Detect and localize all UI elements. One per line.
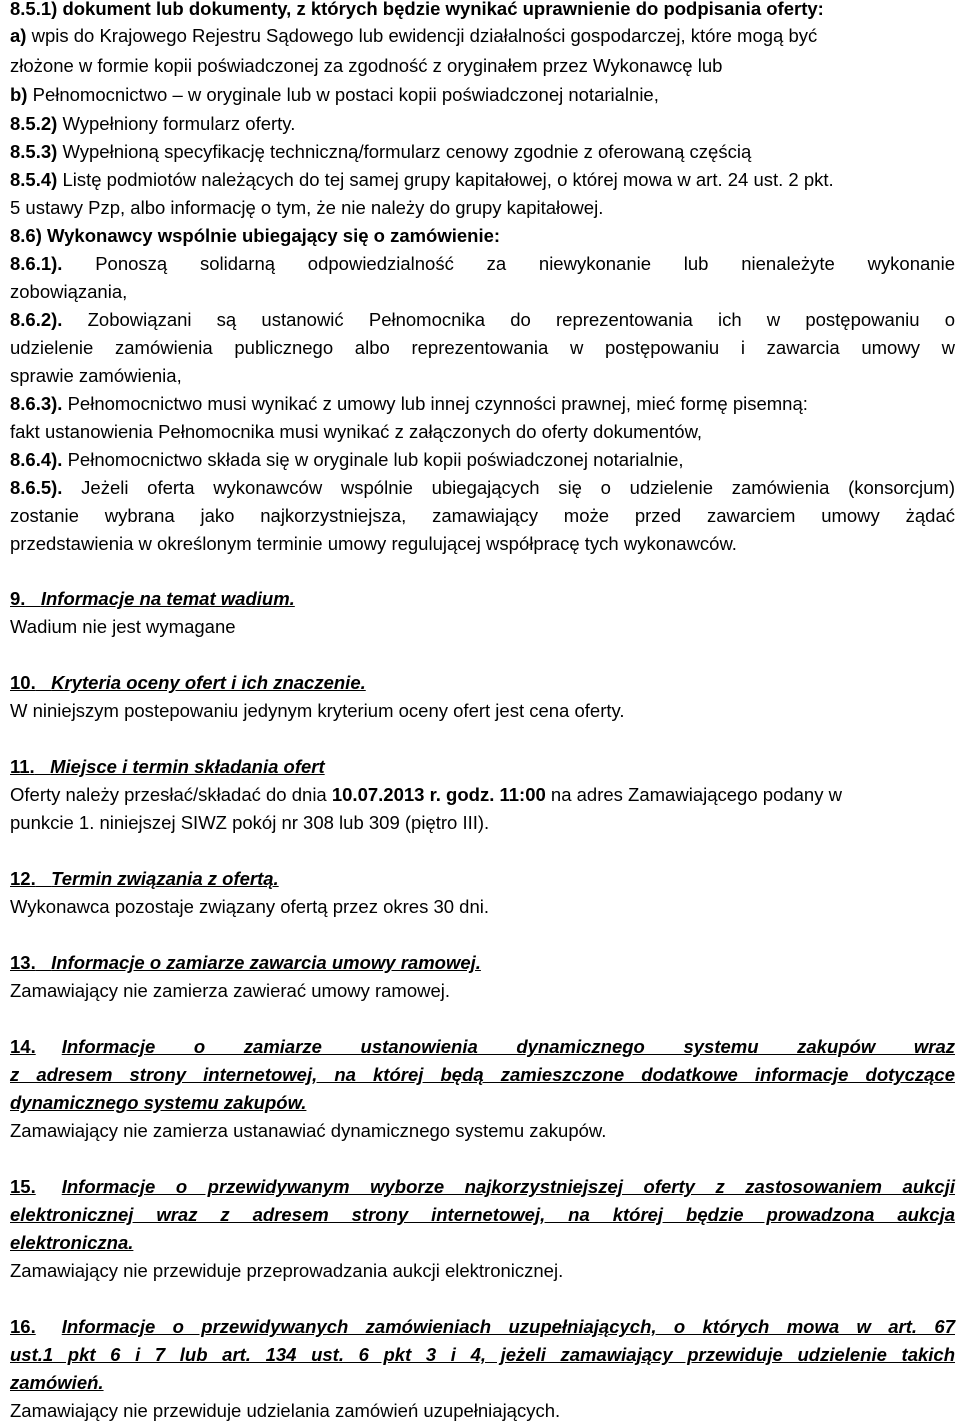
- s85-line-8: 5 ustawy Pzp, albo informację o tym, że nie należy do grupy kapitałowej.: [10, 197, 604, 218]
- s15-body: Zamawiający nie przewiduje przeprowadzania aukcji elektronicznej.: [10, 1260, 564, 1281]
- s14-heading-line-1: 14. Informacje o zamiarze ustanowienia dynamicznego systemu zakupów wraz: [10, 1036, 955, 1057]
- s11-body-line-1: Oferty należy przesłać/składać do dnia 10.07.2013 r. godz. 11:00 na adres Zamawiającego podany w: [10, 784, 842, 805]
- s16-body: Zamawiający nie przewiduje udzielania zamówień uzupełniających.: [10, 1400, 561, 1421]
- s86-p3-line-2: fakt ustanowienia Pełnomocnika musi wynikać z załączonych do oferty dokumentów,: [10, 421, 703, 442]
- s85-line-7: 8.5.4) Listę podmiotów należących do tej samej grupy kapitałowej, o której mowa w art. 24 ust. 2 pkt.: [10, 169, 834, 190]
- s85-line-5: 8.5.2) Wypełniony formularz oferty.: [10, 113, 296, 134]
- s11-heading: 11. Miejsce i termin składania ofert: [10, 756, 325, 777]
- s14-body: Zamawiający nie zamierza ustanawiać dynamicznego systemu zakupów.: [10, 1120, 607, 1141]
- s16-heading-line-2: ust.1 pkt 6 i 7 lub art. 134 ust. 6 pkt 3 i 4, jeżeli zamawiający przewiduje udzielenie takich: [10, 1344, 955, 1365]
- s86-p1-line-2: zobowiązania,: [10, 281, 128, 302]
- s14-heading-line-3: dynamicznego systemu zakupów.: [10, 1092, 307, 1113]
- s11-body-line-2: punkcie 1. niniejszej SIWZ pokój nr 308 lub 309 (piętro III).: [10, 812, 490, 833]
- s86-title: 8.6) Wykonawcy wspólnie ubiegający się o zamówienie:: [10, 225, 501, 246]
- s12-heading: 12. Termin związania z ofertą.: [10, 868, 279, 889]
- s15-heading-line-3: elektroniczna.: [10, 1232, 134, 1253]
- s12-body: Wykonawca pozostaje związany ofertą przez okres 30 dni.: [10, 896, 490, 917]
- s13-heading: 13. Informacje o zamiarze zawarcia umowy ramowej.: [10, 952, 481, 973]
- s9-heading: 9. Informacje na temat wadium.: [10, 588, 295, 609]
- s85-line-3: złożone w formie kopii poświadczonej za zgodność z oryginałem przez Wykonawcę lub: [10, 55, 723, 76]
- s86-p5-line-1: 8.6.5). Jeżeli oferta wykonawców wspólnie ubiegających się o udzielenie zamówienia (konsorcjum): [10, 477, 955, 498]
- s85-line-4: b) Pełnomocnictwo – w oryginale lub w postaci kopii poświadczonej notarialnie,: [10, 84, 659, 105]
- s86-p2-line-1: 8.6.2). Zobowiązani są ustanowić Pełnomocnika do reprezentowania ich w postępowaniu o: [10, 309, 955, 330]
- s86-p2-line-2: udzielenie zamówienia publicznego albo reprezentowania w postępowaniu i zawarcia umowy w: [10, 337, 955, 358]
- s86-p5-line-3: przedstawienia w określonym terminie umowy regulującej współpracę tych wykonawców.: [10, 533, 737, 554]
- s9-body: Wadium nie jest wymagane: [10, 616, 236, 637]
- s15-heading-line-1: 15. Informacje o przewidywanym wyborze najkorzystniejszej oferty z zastosowaniem aukcji: [10, 1176, 955, 1197]
- s86-p1-line-1: 8.6.1). Ponoszą solidarną odpowiedzialność za niewykonanie lub nienależyte wykonanie: [10, 253, 955, 274]
- s10-body: W niniejszym postepowaniu jedynym kryterium oceny ofert jest cena oferty.: [10, 700, 625, 721]
- s86-p3-line-1: 8.6.3). Pełnomocnictwo musi wynikać z umowy lub innej czynności prawnej, mieć formę pisemną:: [10, 393, 808, 414]
- s86-p5-line-2: zostanie wybrana jako najkorzystniejsza, zamawiający może przed zawarciem umowy żądać: [10, 505, 955, 526]
- s16-heading-line-1: 16. Informacje o przewidywanych zamówieniach uzupełniających, o których mowa w art. 67: [10, 1316, 955, 1337]
- s85-line-1: 8.5.1) dokument lub dokumenty, z których będzie wynikać uprawnienie do podpisania oferty:: [10, 0, 824, 19]
- s15-heading-line-2: elektronicznej wraz z adresem strony internetowej, na której będzie prowadzona aukcja: [10, 1204, 955, 1225]
- s86-p4-line-1: 8.6.4). Pełnomocnictwo składa się w oryginale lub kopii poświadczonej notarialnie,: [10, 449, 684, 470]
- s10-heading: 10. Kryteria oceny ofert i ich znaczenie.: [10, 672, 366, 693]
- s86-p2-line-3: sprawie zamówienia,: [10, 365, 182, 386]
- s16-heading-line-3: zamówień.: [10, 1372, 104, 1393]
- s13-body: Zamawiający nie zamierza zawierać umowy ramowej.: [10, 980, 451, 1001]
- s14-heading-line-2: z adresem strony internetowej, na której będą zamieszczone dodatkowe informacje dotyczące: [10, 1064, 955, 1085]
- s85-line-6: 8.5.3) Wypełnioną specyfikację techniczną/formularz cenowy zgodnie z oferowaną częścią: [10, 141, 752, 162]
- s85-line-2: a) wpis do Krajowego Rejestru Sądowego lub ewidencji działalności gospodarczej, które mogą być: [10, 25, 818, 46]
